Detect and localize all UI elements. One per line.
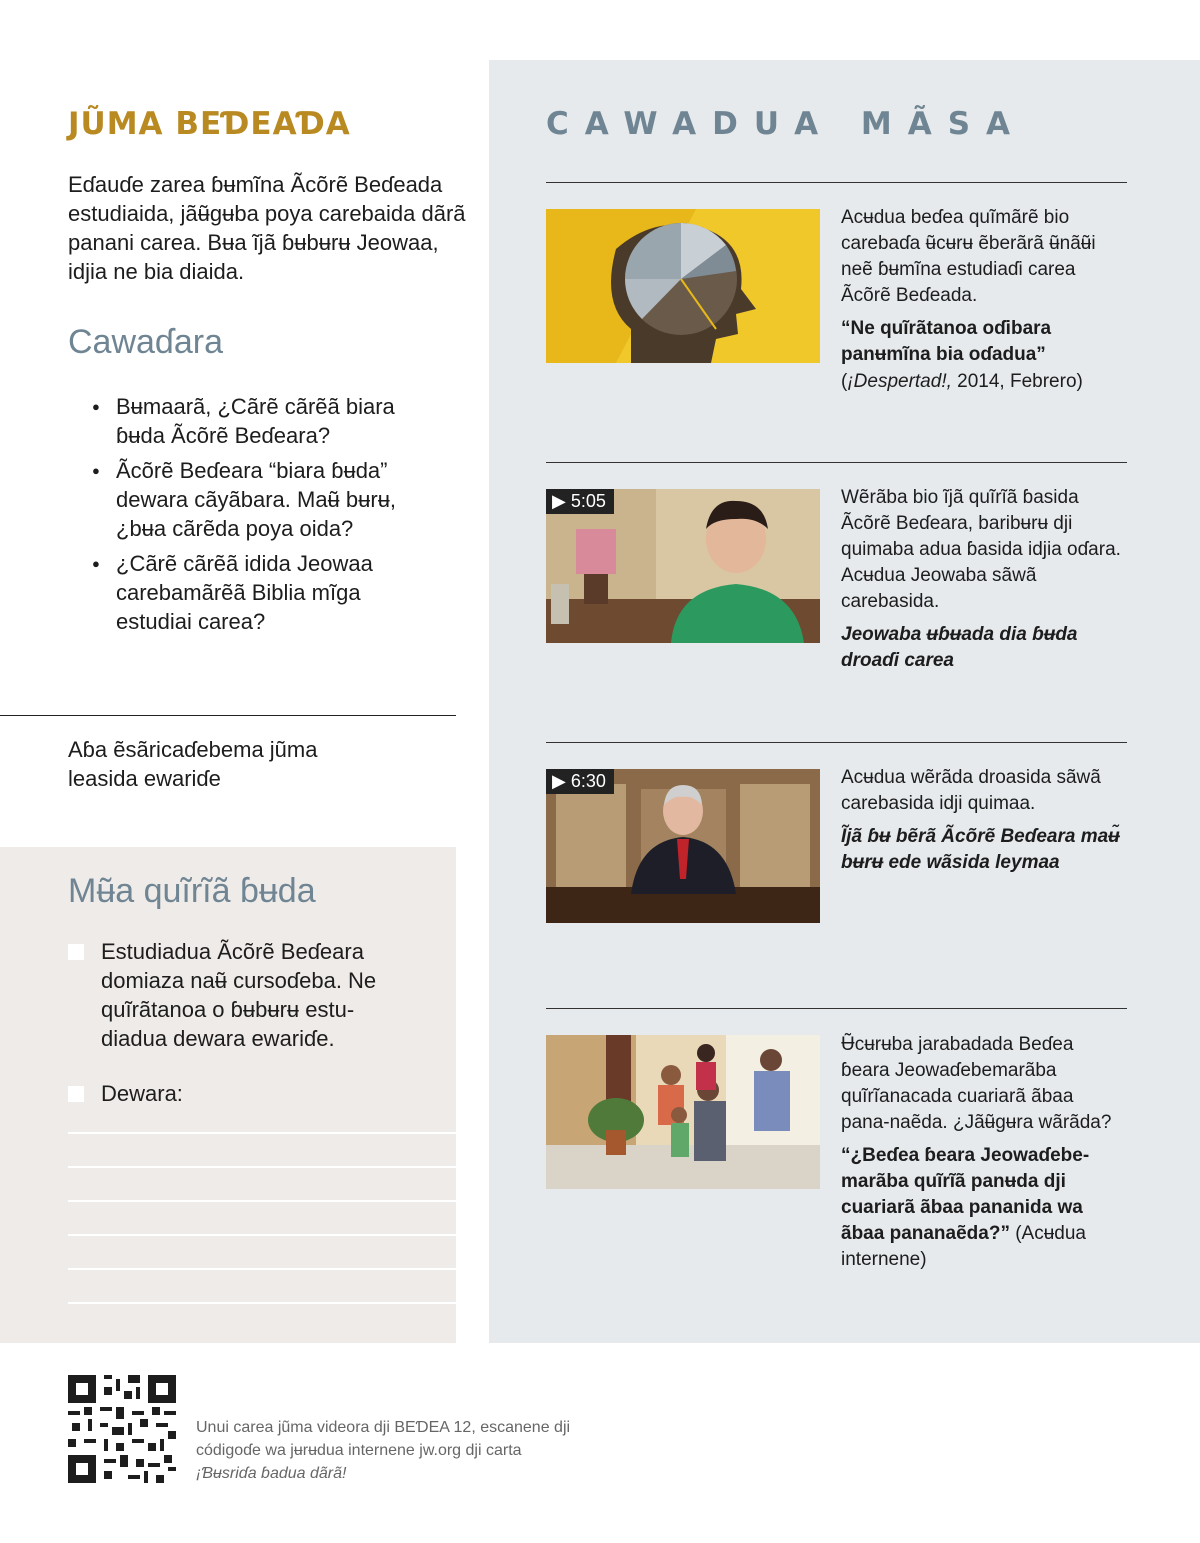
video-duration-badge: ▶ 5:05	[546, 489, 614, 514]
divider	[546, 462, 1127, 463]
resources-title: CAWADUA MÃSA	[546, 106, 1027, 142]
article-image[interactable]	[546, 209, 820, 363]
footer-text: Unui carea jũma videora dji BEƊEA 12, escanene dji códigoɗe wa jʉrʉdua internene jw.org dji carta ¡Ɓʉsriɗa ɓadua dãrã!	[196, 1419, 571, 1482]
article-source: (¡Despertad!, 2014, Febrero)	[841, 371, 1083, 392]
divider	[546, 182, 1127, 183]
video-description: Wẽrãba bio ĩjã quĩrĩã ɓasida Ãcõrẽ Beɗeara, baribʉrʉ dji quimaba adua ɓasida idjia oɗara. Acʉdua Jeowaba sãwã carebasida.	[841, 487, 1121, 612]
questions-heading: Cawaɗara	[68, 323, 223, 361]
write-line[interactable]	[68, 1234, 456, 1236]
intro-paragraph: Eɗauɗe zarea ɓʉmĩna Ãcõrẽ Beɗeada estudiaida, jãʉ̃gʉba poya carebaida dãrã panani carea. Bʉa ĩjã ɓʉbʉrʉ Jeowaa, idjia ne bia diaida.	[68, 172, 466, 284]
questions-list	[88, 392, 428, 642]
more-heading: Mʉ̃a quĩrĩã ɓʉda	[68, 872, 316, 910]
divider	[546, 742, 1127, 743]
video-title[interactable]: Jeowaba ʉɓʉada dia ɓʉda droaɗi carea	[841, 624, 1078, 671]
checklist-item: Estudiadua Ãcõrẽ Beɗeara domiaza naʉ̃ cursoɗeba. Ne quĩrãtanoa o ɓʉbʉrʉ estu-diadua dewara ewariɗe.	[101, 939, 377, 1051]
video-thumbnail[interactable]	[546, 489, 820, 643]
video-description: Acʉdua wẽrãda droasida sãwã carebasida idji quimaa.	[841, 767, 1101, 814]
summary-note: Aɓa ẽsãricaɗebema jũma leasida ewariɗe	[68, 737, 318, 791]
divider	[0, 715, 456, 716]
question-item: ● Bʉmaarã, ¿Cãrẽ cãrẽã biara ɓʉda Ãcõrẽ Beɗeara?	[88, 392, 428, 450]
video-thumbnail[interactable]	[546, 769, 820, 923]
write-line[interactable]	[68, 1268, 456, 1270]
write-line[interactable]	[68, 1132, 456, 1134]
article-title[interactable]: “Ne quĩrãtanoa oɗibara panʉmĩna bia oɗadua”	[841, 318, 1052, 365]
article-description: Acʉdua beɗea quĩmãrẽ bio carebaɗa ʉ̃cʉrʉ ẽberãrã ʉ̃nãʉ̃i neẽ ɓʉmĩna estudiaɗi carea Ãcõrẽ Beɗeada.	[841, 207, 1096, 306]
qr-code[interactable]	[68, 1375, 176, 1483]
article-description: Ʉ̃cʉrʉba jarabadada Beɗea ɓeara Jeowaɗebemarãba quĩrĩanacada cuariarã ãbaa pana-naẽda. ¿Jãʉ̃gʉra wãrãda?	[841, 1034, 1112, 1133]
video-duration-badge: ▶ 6:30	[546, 769, 614, 794]
checkbox[interactable]	[68, 1086, 84, 1102]
write-line[interactable]	[68, 1302, 456, 1304]
video-title[interactable]: Ĩjã ɓʉ bẽrã Ãcõrẽ Beɗeara maʉ̃ bʉrʉ ede wãsida leymaa	[841, 826, 1120, 873]
write-line[interactable]	[68, 1200, 456, 1202]
question-item: ● Ãcõrẽ Beɗeara “biara ɓʉda” dewara cãyãbara. Maʉ̃ bʉrʉ, ¿bʉa cãrẽda poya oida?	[88, 456, 428, 543]
checklist-item: Dewara:	[101, 1081, 183, 1106]
article-image[interactable]	[546, 1035, 820, 1189]
question-item: ● ¿Cãrẽ cãrẽã idida Jeowaa carebamãrẽã Biblia mĩga estudiai carea?	[88, 549, 428, 636]
write-line[interactable]	[68, 1166, 456, 1168]
divider	[546, 1008, 1127, 1009]
article-title[interactable]: “¿Beɗea ɓeara Jeowaɗebe-marãba quĩrĩã panʉda dji cuariarã ãbaa pananida wa ãbaa pananaẽda?” (Acʉdua internene)	[841, 1145, 1090, 1270]
section-title: JŨMA BEƊEAƊA	[68, 106, 351, 142]
checkbox[interactable]	[68, 944, 84, 960]
